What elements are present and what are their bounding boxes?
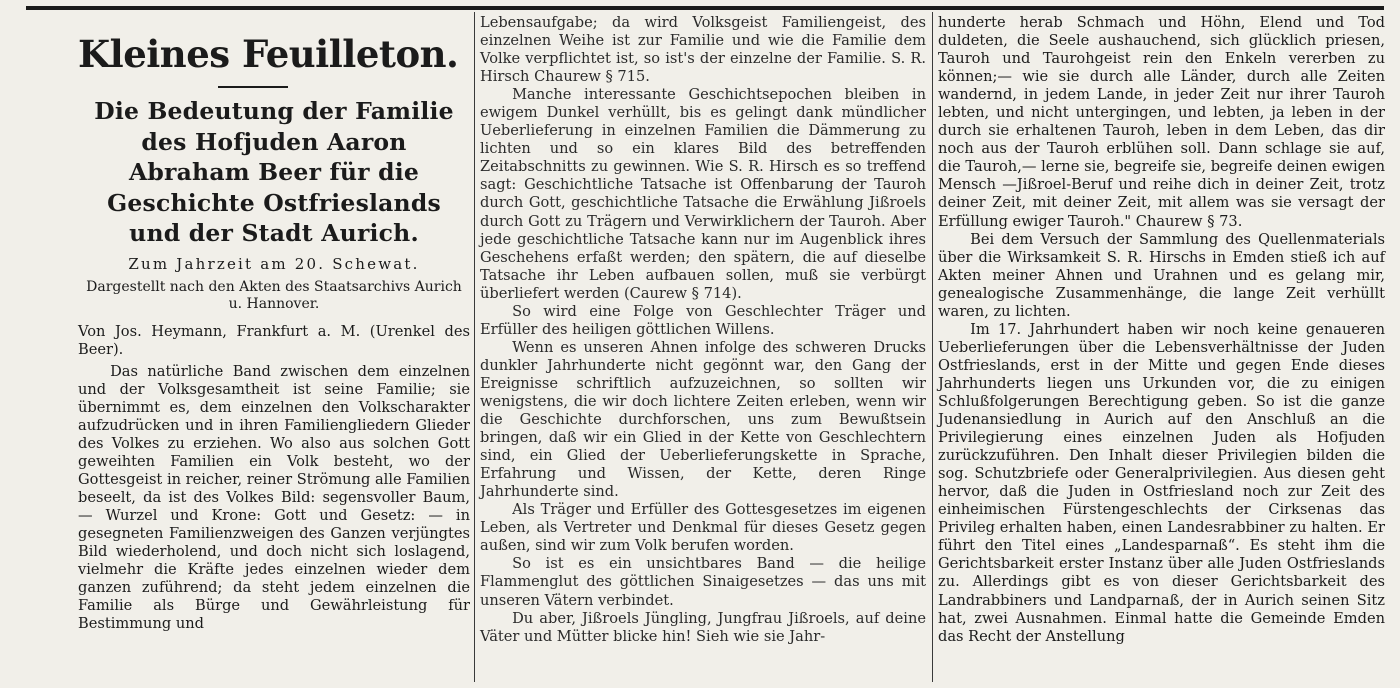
source-note: Dargestellt nach den Akten des Staatsarchivs Aurich u. Hannover.: [86, 278, 462, 312]
column-divider-2: [932, 12, 933, 682]
column-divider-1: [474, 12, 475, 682]
col3-paragraph: Bei dem Versuch der Sammlung des Quellenmaterials über die Wirksamkeit S. R. Hirschs in Emden stieß ich auf Akten meiner Ahnen und Urahnen und es gelang mir, genealogische Zusammenhänge, die lange Zeit verhüllt waren, zu lichten.: [938, 230, 1385, 320]
top-rule: [26, 6, 1384, 10]
title-rule: [218, 86, 288, 88]
col3-paragraph: hunderte herab Schmach und Höhn, Elend und Tod duldeten, die Seele aushauchend, sich glücklich priesen, Tauroh und Taurohgeist rein den Enkeln vererben zu können;— wie sie durch alle Länder, durch alle Zeiten wandernd, in jedem Lande, in jeder Zeit nur ihrer Tauroh lebten, und nicht untergingen, und lebten, ja leben in der durch sie erhaltenen Tauroh, leben in dem Leben, das dir noch aus der Tauroh erblühen soll. Dann schlage sie auf, die Tauroh,— lerne sie, begreife sie, begreife deinen ewigen Mensch —Jißroel-Beruf und reihe dich in deiner Zeit, trotz deiner Zeit, mit deiner Zeit, mit allem was sie versagt der Erfüllung ewiger Tauroh." Chaurew § 73.: [938, 14, 1385, 230]
col2-paragraph: Du aber, Jißroels Jüngling, Jungfrau Jißroels, auf deine Väter und Mütter blicke hin! Sieh wie sie Jahr-: [480, 609, 926, 645]
col2-paragraph: Lebensaufgabe; da wird Volksgeist Familiengeist, des einzelnen Weihe ist zur Familie und wie die Familie dem Volke verpflichtet ist, so ist's der einzelne der Familie. S. R. Hirsch Chaurew § 715.: [480, 14, 926, 86]
col3-paragraph: Im 17. Jahrhundert haben wir noch keine genaueren Ueberlieferungen über die Lebensverhältnisse der Juden Ostfrieslands, erst in der Mitte und gegen Ende dieses Jahrhunderts liegen uns Urkunden vor, die zu einigen Schlußfolgerungen Berechtigung geben. So ist die ganze Judenansiedlung in Aurich auf den Anschluß an die Privilegierung eines einzelnen Juden als Hofjuden zurückzuführen. Den Inhalt dieser Privilegien bilden die sog. Schutzbriefe oder Generalprivilegien. Aus diesen geht hervor, daß die Juden in Ostfriesland noch zur Zeit des einheimischen Fürstengeschlechts der Cirksenas das Privileg erhalten haben, einen Landesrabbiner zu halten. Er führt den Titel eines „Landesparnaß“. Es steht ihm die Gerichtsbarkeit erster Instanz über alle Juden Ostfrieslands zu. Allerdings gibt es von dieser Gerichtsbarkeit des Landrabbiners und Landparnaß, der in Aurich seinen Sitz hat, zwei Ausnahmen. Einmal hatte die Gemeinde Emden das Recht der Anstellung: [938, 320, 1385, 645]
col2-paragraph: Wenn es unseren Ahnen infolge des schweren Drucks dunkler Jahrhunderte nicht gegönnt war, den Gang der Ereignisse schriftlich aufzuzeichnen, so sollten wir wenigstens, die wir doch lichtere Zeiten erleben, wenn wir die Geschichte durchforschen, uns zum Bewußtsein bringen, daß wir ein Glied in der Kette von Geschlechtern sind, ein Glied der Ueberlieferungskette in Sprache, Erfahrung und Wissen, der Kette, deren Ringe Jahrhunderte sind.: [480, 338, 926, 501]
headline: Die Bedeutung der Familie des Hofjuden Aaron Abraham Beer für die Geschichte Ostfrieslands und der Stadt Aurich.: [94, 97, 454, 247]
col2-paragraph: So ist es ein unsichtbares Band — die heilige Flammenglut des göttlichen Sinaigesetzes — das uns mit unseren Vätern verbindet.: [480, 555, 926, 609]
column-1: [78, 14, 470, 633]
col2-paragraph: Als Träger und Erfüller des Gottesgesetzes im eigenen Leben, als Vertreter und Denkmal für dieses Gesetz gegen außen, sind wir zum Volk berufen worden.: [480, 501, 926, 555]
col2-paragraph: Manche interessante Geschichtsepochen bleiben in ewigem Dunkel verhüllt, bis es gelingt dank mündlicher Ueberlieferung in einzelnen Familien die Dämmerung zu lichten und so ein klares Bild des betreffenden Zeitabschnitts zu gewinnen. Wie S. R. Hirsch es so treffend sagt: Geschichtliche Tatsache ist Offenbarung der Tauroh durch Gott, geschichtliche Tatsache die Erwählung Jißroels durch Gott zu Trägern und Verwirklichern der Tauroh. Aber jede geschichtliche Tatsache kann nur im Augenblick ihres Geschehens erfaßt werden; den spätern, die auf dieselbe Tatsache ihr Leben aufbauen sollen, muß sie verbürgt überliefert werden (Caurew § 714).: [480, 86, 926, 302]
col1-paragraph: Das natürliche Band zwischen dem einzelnen und der Volksgesamtheit ist seine Familie; sie übernimmt es, dem einzelnen den Volkscharakter aufzudrücken und in ihren Familiengliedern Glieder des Volkes zu erziehen. Wo also aus solchen Gott geweihten Familien ein Volk besteht, wo der Gottesgeist in reicher, reiner Strömung alle Familien beseelt, da ist des Volkes Bild: segensvoller Baum, — Wurzel und Krone: Gott und Gesetz: — in gesegneten Familienzweigen des Ganzen verjüngtes Bild wiederholend, und doch nicht sich loslagend, vielmehr die Kräfte jedes einzelnen wieder dem ganzen zuführend; da steht jedem einzelnen die Familie als Bürge und Gewährleistung für Bestimmung und: [78, 362, 470, 633]
column-3: [938, 14, 1385, 646]
occasion-line: Zum Jahrzeit am 20. Schewat.: [128, 254, 420, 273]
column-2: [480, 14, 926, 646]
col2-paragraph: So wird eine Folge von Geschlechter Träger und Erfüller des heiligen göttlichen Willens.: [480, 302, 926, 338]
masthead: Kleines Feuilleton.: [78, 32, 459, 76]
author-line: Von Jos. Heymann, Frankfurt a. M. (Urenkel des Beer).: [78, 322, 470, 358]
